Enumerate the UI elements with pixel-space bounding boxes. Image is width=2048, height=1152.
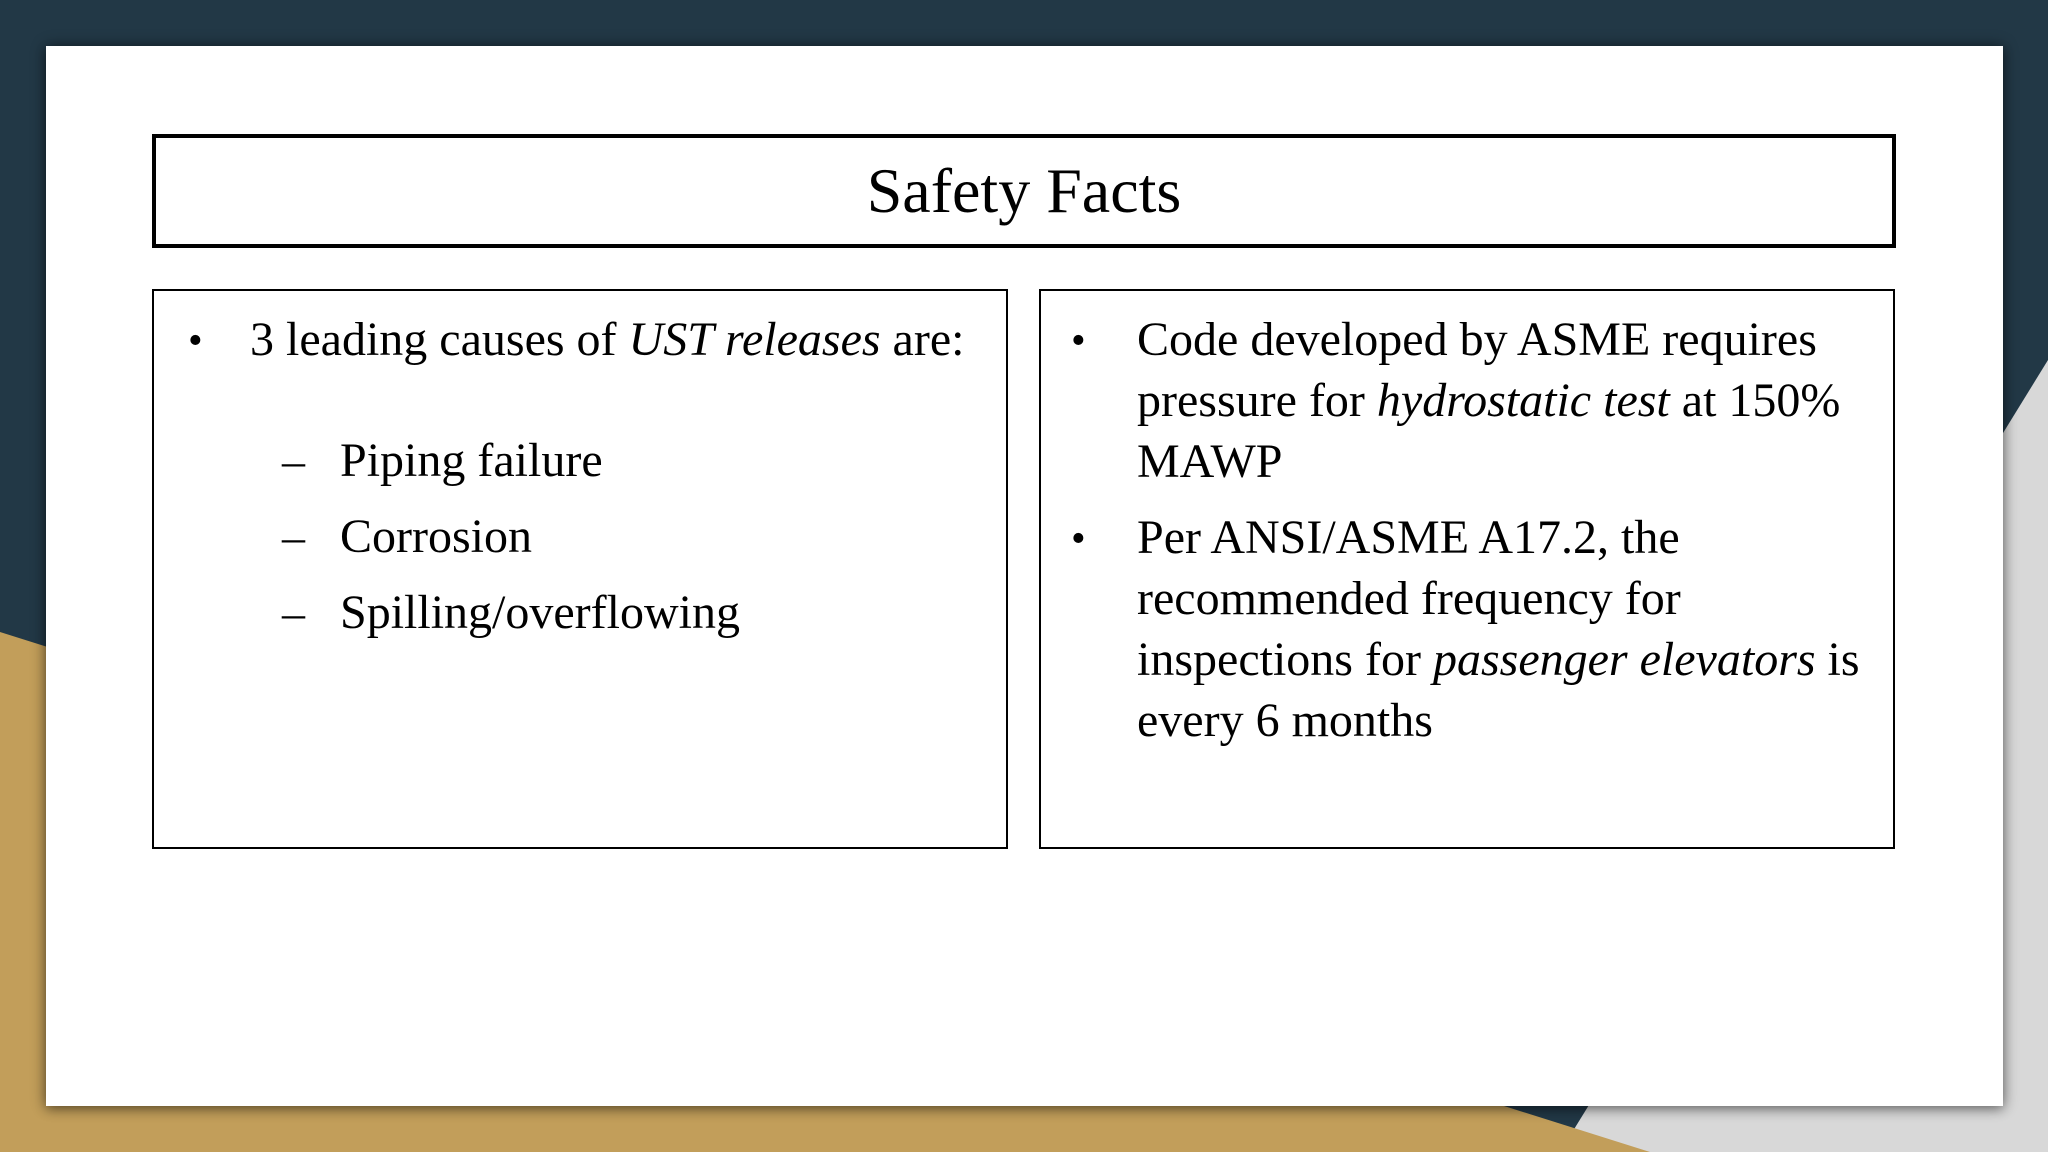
bullet-asme-code: [1137, 309, 1882, 492]
slide: [46, 46, 2003, 1106]
bullet-marker: •: [188, 318, 203, 364]
sub-item-spilling: Spilling/overflowing: [340, 586, 740, 639]
sub-bullet-marker: –: [282, 511, 305, 562]
sub-item-piping-failure: Piping failure: [340, 434, 603, 487]
sub-item-corrosion: Corrosion: [340, 510, 532, 563]
bullet-marker: •: [1071, 516, 1086, 562]
bullet-text-italic: hydrostatic test: [1376, 374, 1670, 427]
sub-bullet-marker: –: [282, 587, 305, 638]
bullet-text-part: is every 6 months: [1137, 633, 1860, 747]
sub-bullet-marker: –: [282, 435, 305, 486]
title-box: [152, 134, 1896, 248]
bullet-text-part: 3 leading causes of: [250, 313, 629, 366]
bullet-text-part: at 150% MAWP: [1137, 374, 1841, 488]
bullet-text-part: are:: [880, 313, 965, 366]
bullet-marker: •: [1071, 318, 1086, 364]
bullet-ust-causes: [250, 309, 980, 370]
bullet-text-italic: passenger elevators: [1432, 633, 1816, 686]
bullet-text-part: Code developed by ASME requires pressure for: [1137, 313, 1817, 427]
bullet-elevator-inspection: [1137, 507, 1882, 751]
left-content-panel: [152, 289, 1008, 849]
bullet-text-part: Per ANSI/ASME A17.2, the recommended frequency for inspections for: [1137, 511, 1681, 686]
bullet-text-italic: UST releases: [628, 313, 881, 366]
right-content-panel: [1039, 289, 1895, 849]
slide-title: Safety Facts: [866, 155, 1182, 226]
